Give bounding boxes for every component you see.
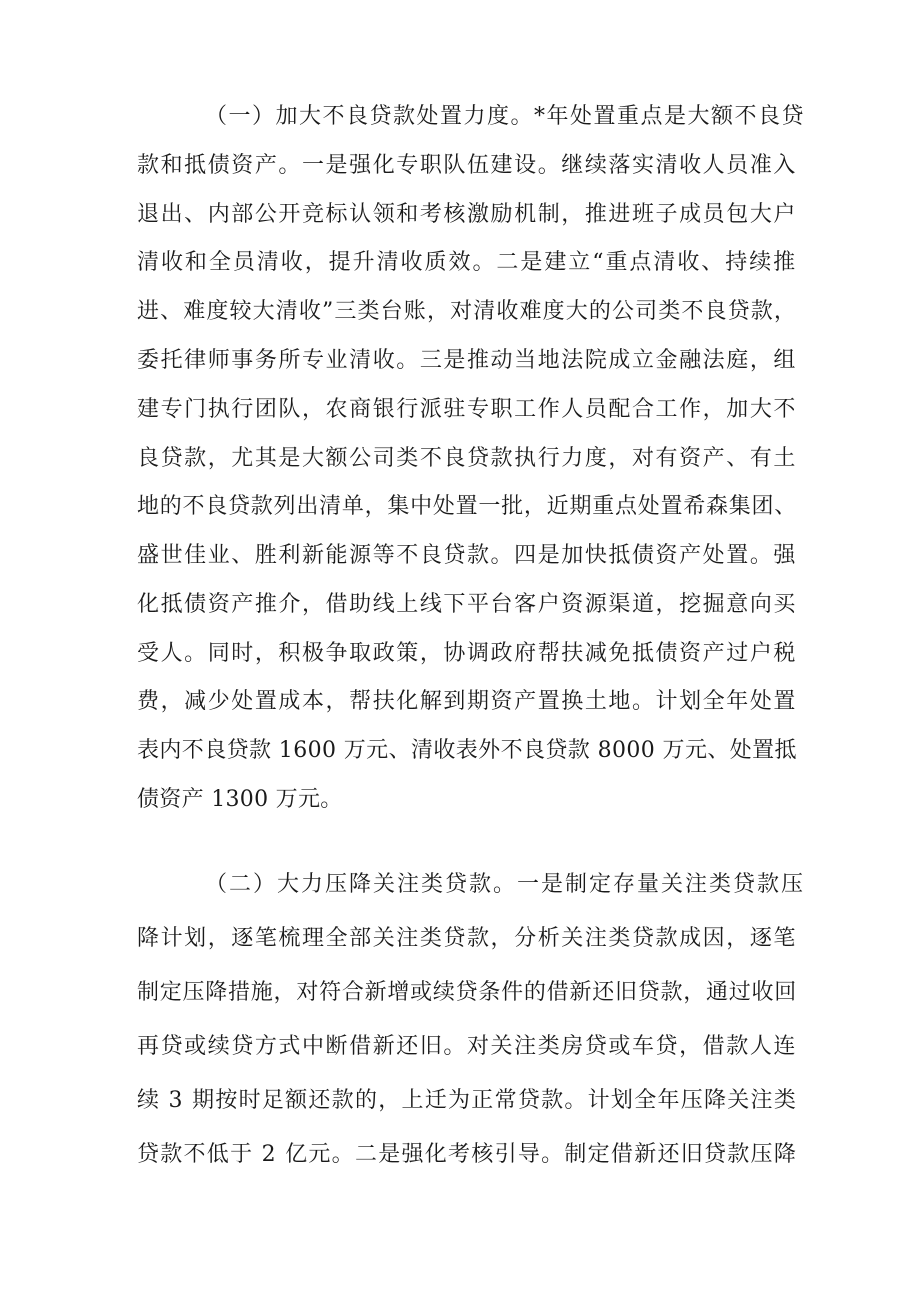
- text-line: 贷款不低于 2 亿元。二是强化考核引导。制定借新还旧贷款压降: [137, 1142, 798, 1167]
- text-line: 化抵债资产推介，借助线上线下平台客户资源渠道，挖掘意向买: [137, 592, 797, 617]
- text-line: 委托律师事务所专业清收。三是推动当地法院成立金融法庭，组: [137, 348, 797, 373]
- text-line: 费，减少处置成本，帮扶化解到期资产置换土地。计划全年处置: [137, 689, 797, 714]
- text-line: 再贷或续贷方式中断借新还旧。对关注类房贷或车贷，借款人连: [137, 1034, 797, 1059]
- text-line: 进、难度较大清收”三类台账，对清收难度大的公司类不良贷款，: [137, 299, 798, 324]
- text-line: 退出、内部公开竞标认领和考核激励机制，推进班子成员包大户: [137, 202, 797, 227]
- text-line: 建专门执行团队，农商银行派驻专职工作人员配合工作，加大不: [137, 397, 797, 422]
- text-line: （二）大力压降关注类贷款。一是制定存量关注类贷款压: [205, 872, 806, 897]
- text-line: 清收和全员清收，提升清收质效。二是建立“重点清收、持续推: [137, 250, 798, 275]
- text-line: 债资产 1300 万元。: [137, 787, 343, 812]
- text-line: 降计划，逐笔梳理全部关注类贷款，分析关注类贷款成因，逐笔: [137, 926, 797, 951]
- text-line: 受人。同时，积极争取政策，协调政府帮扶减免抵债资产过户税: [137, 641, 797, 666]
- text-line: 款和抵债资产。一是强化专职队伍建设。继续落实清收人员准入: [137, 153, 797, 178]
- text-line: 盛世佳业、胜利新能源等不良贷款。四是加快抵债资产处置。强: [137, 543, 797, 568]
- text-line: 地的不良贷款列出清单，集中处置一批，近期重点处置希森集团、: [137, 494, 798, 519]
- text-line: 续 3 期按时足额还款的，上迁为正常贷款。计划全年压降关注类: [137, 1088, 798, 1113]
- text-line: 制定压降措施，对符合新增或续贷条件的借新还旧贷款，通过收回: [137, 980, 798, 1005]
- text-line: （一）加大不良贷款处置力度。*年处置重点是大额不良贷: [205, 104, 806, 129]
- text-line: 良贷款，尤其是大额公司类不良贷款执行力度，对有资产、有土: [137, 446, 797, 471]
- text-line: 表内不良贷款 1600 万元、清收表外不良贷款 8000 万元、处置抵: [137, 738, 797, 763]
